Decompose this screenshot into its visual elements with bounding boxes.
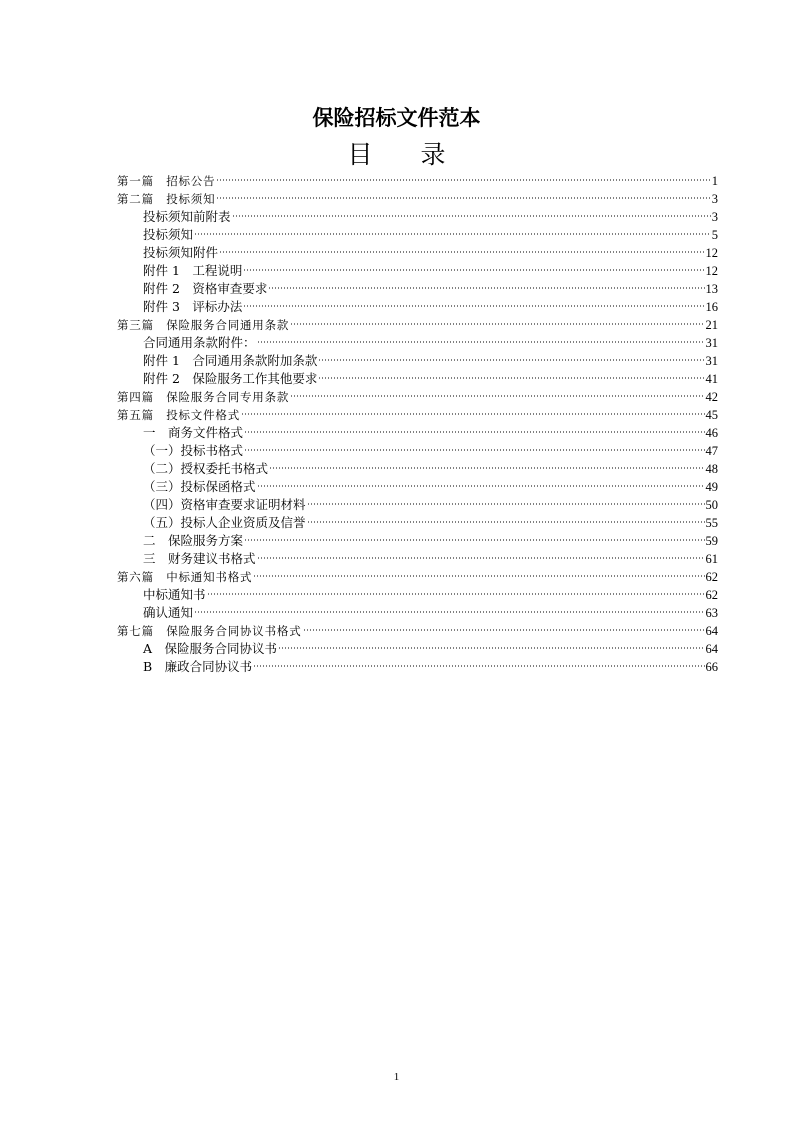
toc-entry-page-number: 16: [705, 300, 718, 314]
toc-entry-label: 三 财务建议书格式: [143, 551, 256, 566]
toc-entry-page-number: 31: [705, 354, 718, 368]
toc-entry[interactable]: [117, 388, 718, 406]
toc-entry[interactable]: [117, 298, 718, 316]
toc-entry-page-number: 64: [705, 642, 718, 656]
toc-entry-label: （二）授权委托书格式: [143, 461, 269, 476]
toc-entry-page-number: 13: [705, 282, 718, 296]
toc-dot-leader: [244, 538, 704, 542]
toc-entry-label: 第五篇 投标文件格式: [117, 408, 240, 422]
toc-entry-label: A 保险服务合同协议书: [143, 641, 278, 656]
toc-entry-page-number: 49: [705, 480, 718, 494]
toc-entry-label: 投标须知: [143, 227, 194, 242]
toc-entry[interactable]: [117, 604, 718, 622]
toc-entry-label: 中标通知书: [143, 587, 206, 602]
toc-entry[interactable]: [117, 550, 718, 568]
toc-dot-leader: [290, 394, 704, 398]
toc-entry-label: 二 保险服务方案: [143, 533, 244, 548]
toc-dot-leader: [257, 484, 705, 488]
toc-entry-page-number: 47: [705, 444, 718, 458]
toc-entry-page-number: 31: [705, 336, 718, 350]
toc-entry-label: 确认通知: [143, 605, 194, 620]
toc-entry[interactable]: [117, 226, 718, 244]
toc-dot-leader: [207, 592, 705, 596]
toc-entry[interactable]: [117, 532, 718, 550]
toc-entry-label: 第三篇 保险服务合同通用条款: [117, 318, 290, 332]
page-number: 1: [393, 1071, 400, 1083]
toc-dot-leader: [232, 214, 711, 218]
toc-entry[interactable]: [117, 622, 718, 640]
toc-dot-leader: [303, 628, 705, 632]
toc-entry-page-number: 3: [711, 210, 718, 224]
toc-entry-page-number: 48: [705, 462, 718, 476]
toc-entry-page-number: 66: [705, 660, 718, 674]
toc-entry-label: 附件 2 资格审查要求: [143, 281, 268, 296]
toc-entry-page-number: 12: [705, 246, 718, 260]
toc-entry-page-number: 45: [705, 408, 718, 422]
toc-entry-label: 第一篇 招标公告: [117, 174, 216, 188]
toc-entry[interactable]: [117, 658, 718, 676]
toc-entry[interactable]: [117, 172, 718, 190]
toc-dot-leader: [219, 250, 704, 254]
toc-entry-page-number: 12: [705, 264, 718, 278]
toc-entry-page-number: 1: [711, 174, 718, 188]
toc-entry-page-number: 63: [705, 606, 718, 620]
toc-entry[interactable]: [117, 460, 718, 478]
toc-dot-leader: [268, 286, 704, 290]
toc-entry[interactable]: [117, 316, 718, 334]
toc-entry[interactable]: [117, 370, 718, 388]
toc-entry-page-number: 41: [705, 372, 718, 386]
toc-entry-label: 投标须知前附表: [143, 209, 231, 224]
toc-entry-label: 合同通用条款附件：: [143, 335, 256, 350]
toc-entry-page-number: 55: [705, 516, 718, 530]
toc-entry[interactable]: [117, 280, 718, 298]
toc-entry-label: 附件 1 工程说明: [143, 263, 243, 278]
toc-entry-label: 第二篇 投标须知: [117, 192, 216, 206]
toc-entry-page-number: 46: [705, 426, 718, 440]
toc-entry[interactable]: [117, 190, 718, 208]
toc-dot-leader: [290, 322, 704, 326]
toc-entry-page-number: 62: [705, 570, 718, 584]
toc-dot-leader: [244, 430, 704, 434]
toc-entry-label: （三）投标保函格式: [143, 479, 256, 494]
toc-dot-leader: [216, 178, 710, 182]
toc-dot-leader: [257, 556, 705, 560]
toc-entry-label: （一）投标书格式: [143, 443, 244, 458]
toc-entry[interactable]: [117, 406, 718, 424]
toc-entry[interactable]: [117, 568, 718, 586]
toc-entry[interactable]: [117, 334, 718, 352]
toc-entry[interactable]: [117, 586, 718, 604]
toc-entry[interactable]: [117, 496, 718, 514]
toc-dot-leader: [244, 448, 704, 452]
toc-dot-leader: [318, 358, 704, 362]
toc-entry-page-number: 42: [705, 390, 718, 404]
toc-heading: 目录: [347, 140, 494, 169]
toc-dot-leader: [194, 610, 704, 614]
toc-entry-label: B 廉政合同协议书: [143, 659, 253, 674]
toc-dot-leader: [253, 574, 704, 578]
toc-entry-label: 一 商务文件格式: [143, 425, 244, 440]
toc-dot-leader: [241, 412, 705, 416]
toc-dot-leader: [243, 304, 704, 308]
toc-dot-leader: [194, 232, 711, 236]
toc-entry[interactable]: [117, 352, 718, 370]
toc-entry-page-number: 64: [705, 624, 718, 638]
toc-entry[interactable]: [117, 442, 718, 460]
toc-entry-label: 第六篇 中标通知书格式: [117, 570, 253, 584]
toc-entry-label: 附件 3 评标办法: [143, 299, 243, 314]
toc-entry[interactable]: [117, 424, 718, 442]
toc-dot-leader: [278, 646, 704, 650]
toc-entry-page-number: 3: [711, 192, 718, 206]
toc-entry-label: 附件 2 保险服务工作其他要求: [143, 371, 318, 386]
table-of-contents: [117, 172, 718, 676]
toc-entry-page-number: 62: [705, 588, 718, 602]
toc-entry-label: 第四篇 保险服务合同专用条款: [117, 390, 290, 404]
toc-entry-page-number: 50: [705, 498, 718, 512]
toc-dot-leader: [307, 502, 705, 506]
toc-entry-label: 投标须知附件: [143, 245, 219, 260]
toc-entry[interactable]: [117, 244, 718, 262]
document-title: 保险招标文件范本: [312, 106, 481, 130]
toc-dot-leader: [216, 196, 710, 200]
toc-entry[interactable]: [117, 514, 718, 532]
toc-entry[interactable]: [117, 478, 718, 496]
toc-entry-label: 第七篇 保险服务合同协议书格式: [117, 624, 302, 638]
toc-entry-page-number: 5: [711, 228, 718, 242]
toc-dot-leader: [307, 520, 705, 524]
toc-entry-label: 附件 1 合同通用条款附加条款: [143, 353, 318, 368]
toc-dot-leader: [257, 340, 705, 344]
toc-entry-page-number: 61: [705, 552, 718, 566]
toc-entry-label: （五）投标人企业资质及信誉: [143, 515, 306, 530]
toc-entry[interactable]: [117, 262, 718, 280]
toc-entry[interactable]: [117, 208, 718, 226]
toc-dot-leader: [243, 268, 704, 272]
toc-entry-page-number: 21: [705, 318, 718, 332]
toc-entry-page-number: 59: [705, 534, 718, 548]
toc-dot-leader: [269, 466, 704, 470]
toc-dot-leader: [253, 664, 704, 668]
toc-dot-leader: [318, 376, 704, 380]
toc-entry-label: （四）资格审查要求证明材料: [143, 497, 306, 512]
toc-entry[interactable]: [117, 640, 718, 658]
